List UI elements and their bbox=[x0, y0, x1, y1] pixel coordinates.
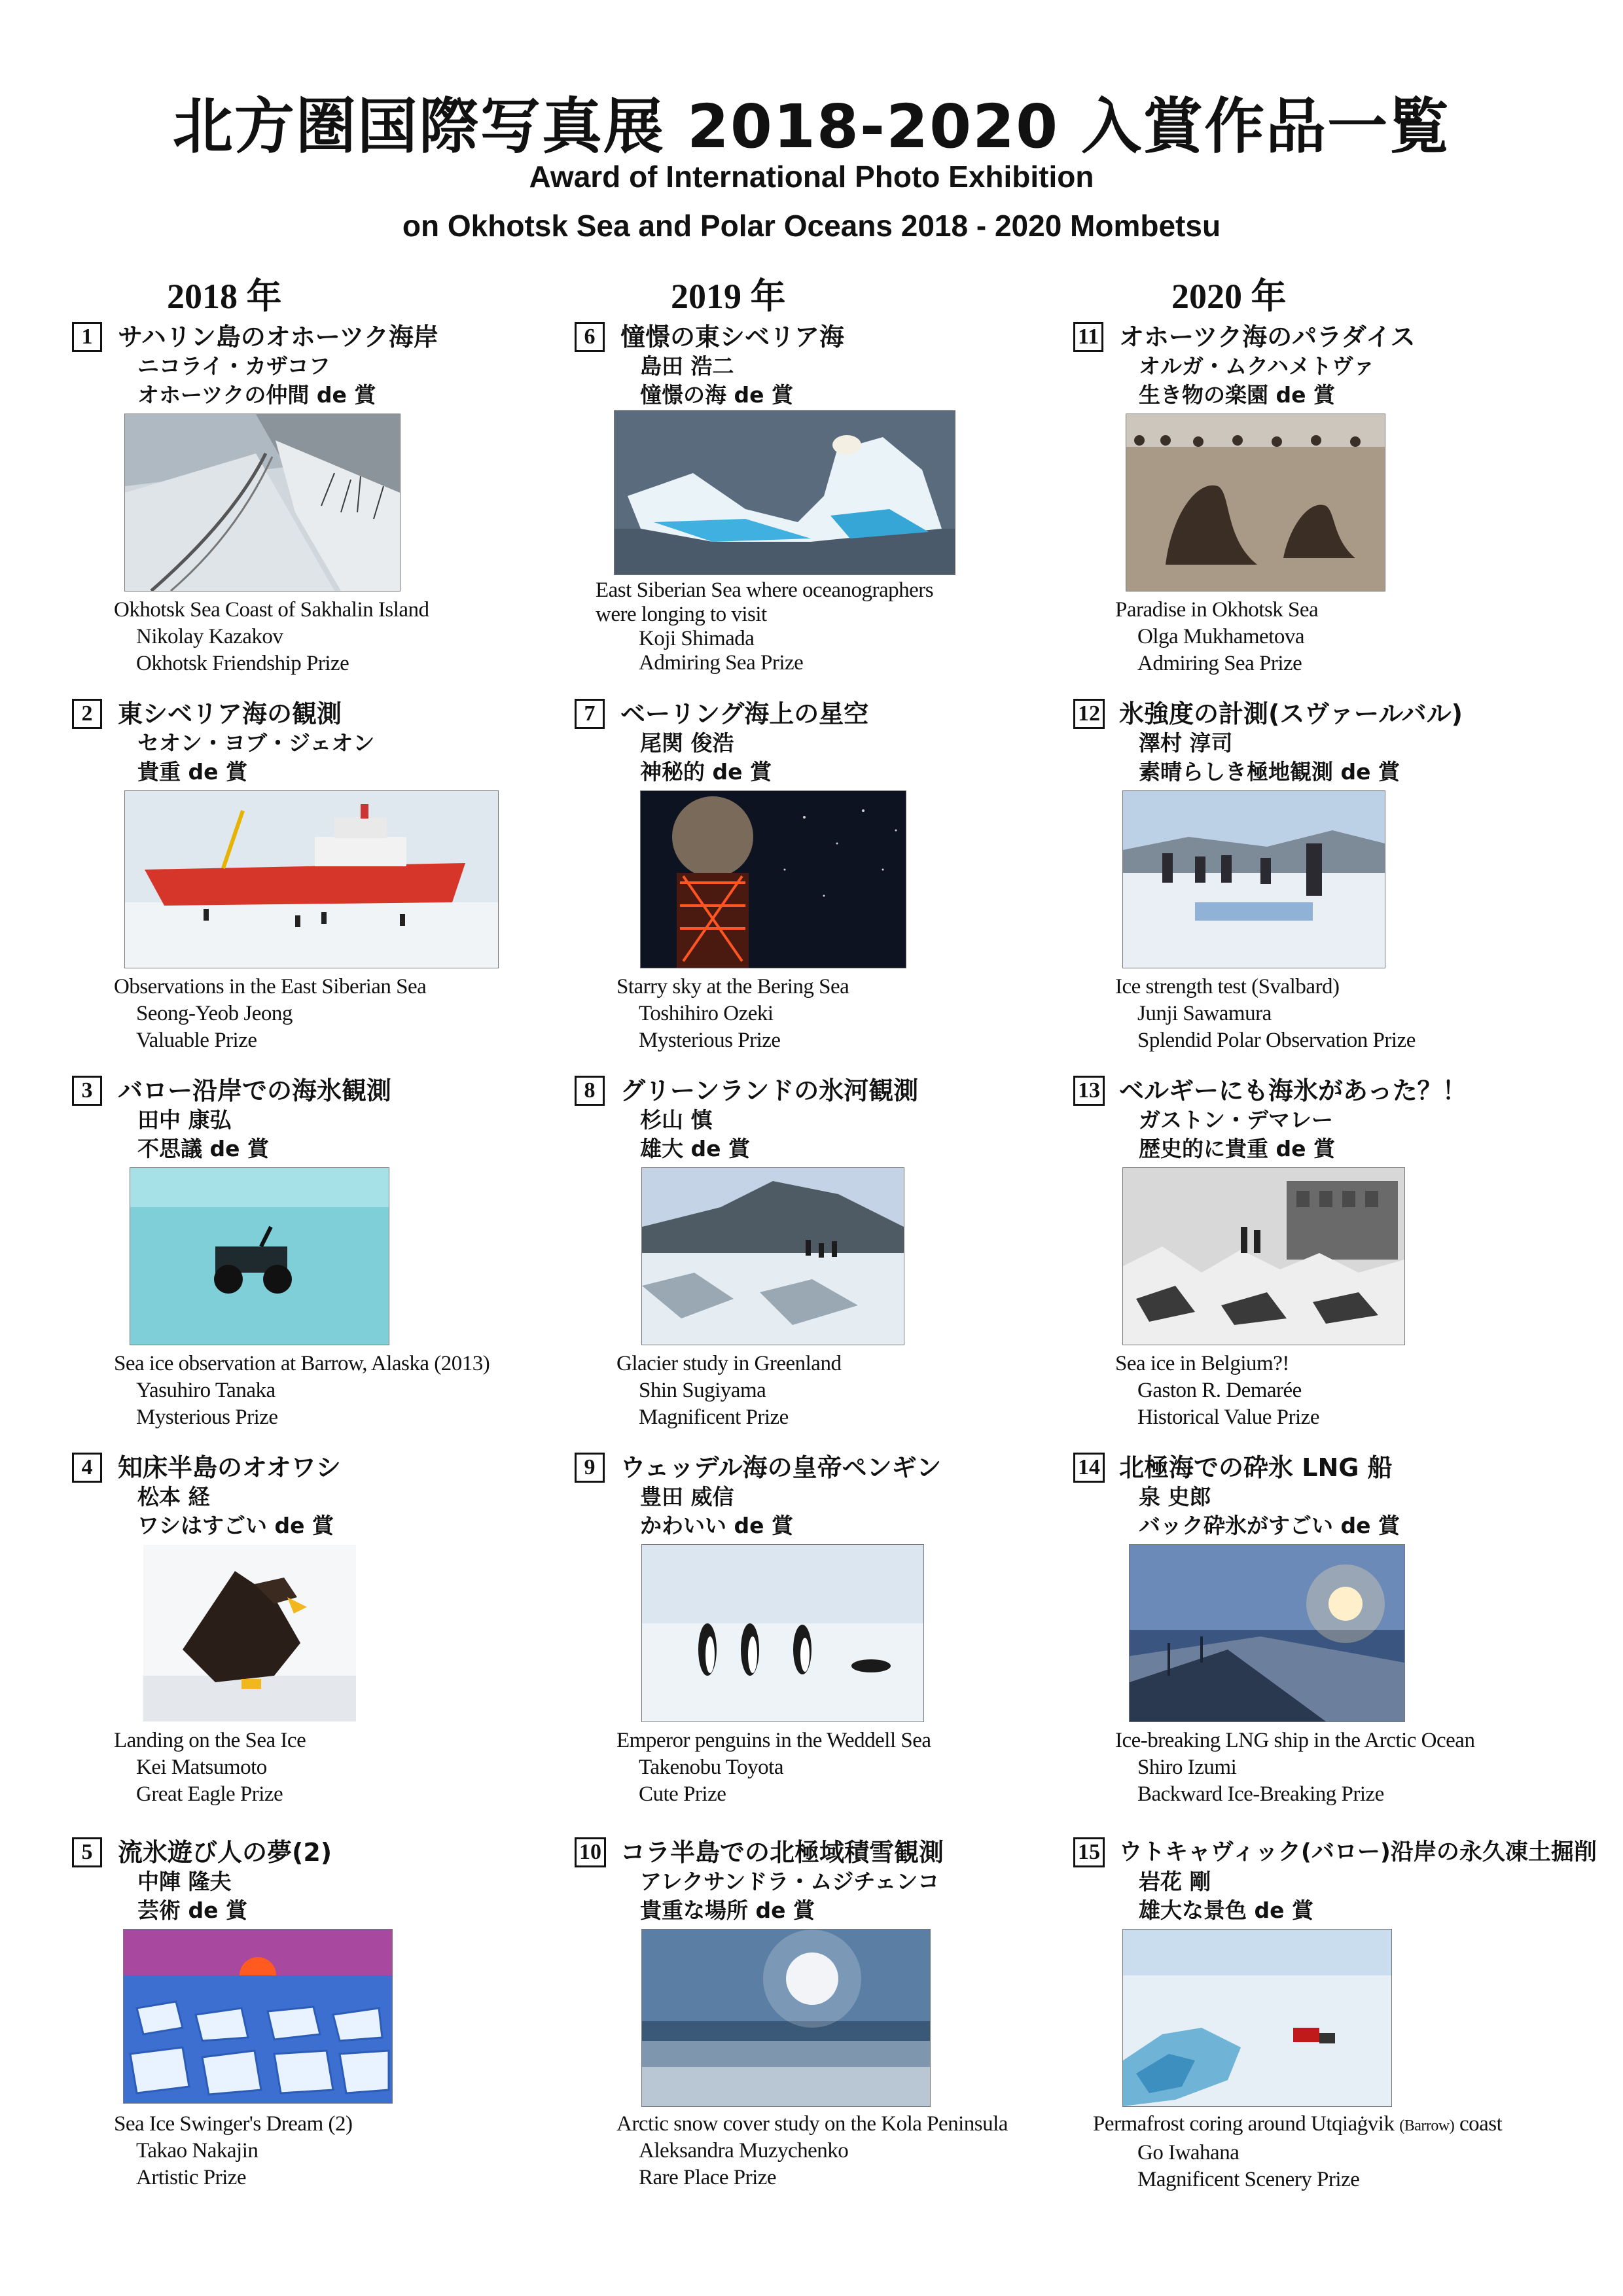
entry-prize-jp: 貴重な場所 de 賞 bbox=[640, 1898, 815, 1923]
entry-title-en-part1: Permafrost coring around Utqiaġvik bbox=[1093, 2112, 1395, 2136]
ice-test-photo bbox=[1122, 790, 1385, 968]
entry-title-en-line1: East Siberian Sea where oceanographers bbox=[596, 578, 934, 602]
award-entry-15 bbox=[1073, 1837, 1597, 2214]
entry-number: 10 bbox=[575, 1837, 606, 1867]
entry-prize-en: Admiring Sea Prize bbox=[1137, 652, 1302, 675]
entry-title-en: Emperor penguins in the Weddell Sea bbox=[616, 1729, 931, 1752]
award-entry-4 bbox=[72, 1453, 556, 1829]
entry-prize-jp: バック砕氷がすごい de 賞 bbox=[1139, 1513, 1400, 1538]
entry-title-jp: 北極海での砕氷 LNG 船 bbox=[1119, 1453, 1393, 1482]
entry-english-text bbox=[596, 578, 933, 675]
entry-title-jp: 東シベリア海の観測 bbox=[118, 699, 342, 728]
entry-author-en: Go Iwahana bbox=[1137, 2141, 1240, 2164]
entry-number: 13 bbox=[1073, 1076, 1105, 1106]
entry-author-jp: 松本 経 bbox=[137, 1484, 210, 1510]
entry-prize-en: Magnificent Scenery Prize bbox=[1137, 2168, 1360, 2191]
entry-prize-en: Splendid Polar Observation Prize bbox=[1137, 1029, 1416, 1052]
award-entry-13 bbox=[1073, 1076, 1558, 1452]
lng-ship-photo bbox=[1129, 1544, 1405, 1722]
entry-title-jp: ウトキャヴィック(バロー)沿岸の永久凍土掘削 bbox=[1119, 1839, 1597, 1865]
entry-title-en-line2: were longing to visit bbox=[596, 603, 767, 626]
entry-prize-jp: かわいい de 賞 bbox=[640, 1513, 793, 1538]
entry-prize-en: Cute Prize bbox=[639, 1782, 726, 1806]
entry-english-text bbox=[616, 2111, 1008, 2191]
award-entry-10 bbox=[575, 1837, 1059, 2214]
entry-english-text bbox=[114, 2111, 352, 2191]
entry-title-en: Arctic snow cover study on the Kola Peninsula bbox=[616, 2112, 1008, 2136]
entry-title-jp: 流氷遊び人の夢(2) bbox=[118, 1838, 332, 1867]
entry-number: 1 bbox=[72, 322, 102, 352]
entry-english-text bbox=[1115, 1727, 1474, 1808]
page-title-en-line1: Award of International Photo Exhibition bbox=[529, 160, 1094, 194]
sun-snowfield-photo bbox=[641, 1929, 931, 2107]
entry-author-en: Aleksandra Muzychenko bbox=[639, 2139, 849, 2163]
page-title-en-line2: on Okhotsk Sea and Polar Oceans 2018 - 2020 Mombetsu bbox=[402, 209, 1221, 243]
entry-title-jp: 憧憬の東シベリア海 bbox=[620, 323, 845, 351]
entry-prize-en: Okhotsk Friendship Prize bbox=[136, 652, 349, 675]
entry-english-text bbox=[114, 1351, 490, 1431]
entry-title-en-part3: coast bbox=[1459, 2112, 1503, 2136]
entry-author-jp: セオン・ヨブ・ジェオン bbox=[137, 730, 375, 756]
entry-title-jp: コラ半島での北極域積雪観測 bbox=[620, 1838, 944, 1867]
entry-author-en: Yasuhiro Tanaka bbox=[136, 1379, 276, 1402]
entry-title-jp: ベーリング海上の星空 bbox=[620, 699, 869, 728]
entry-prize-en: Valuable Prize bbox=[136, 1029, 257, 1052]
entry-author-en: Shin Sugiyama bbox=[639, 1379, 766, 1402]
entry-prize-jp: 貴重 de 賞 bbox=[137, 759, 247, 785]
entry-prize-jp: 不思議 de 賞 bbox=[137, 1136, 269, 1161]
entry-english-text bbox=[616, 1727, 931, 1808]
award-entry-3 bbox=[72, 1076, 556, 1452]
entry-title-jp: 氷強度の計測(スヴァールバル) bbox=[1119, 699, 1463, 728]
entry-prize-en: Backward Ice-Breaking Prize bbox=[1137, 1782, 1384, 1806]
entry-english-text bbox=[616, 974, 849, 1054]
entry-author-en: Takenobu Toyota bbox=[639, 1756, 783, 1779]
year-heading-2019: 2019 年 bbox=[671, 277, 786, 316]
entry-english-text bbox=[1115, 597, 1318, 677]
award-entry-8 bbox=[575, 1076, 1059, 1452]
glacier-photo bbox=[641, 1167, 904, 1345]
entry-prize-jp: 歴史的に貴重 de 賞 bbox=[1139, 1136, 1335, 1161]
award-entry-2 bbox=[72, 699, 556, 1075]
entry-number: 3 bbox=[72, 1076, 102, 1106]
entry-title-en: Starry sky at the Bering Sea bbox=[616, 975, 849, 998]
entry-title-jp: バロー沿岸での海氷観測 bbox=[118, 1076, 392, 1105]
icebreaker-ship-photo bbox=[124, 790, 499, 968]
entry-number: 9 bbox=[575, 1453, 605, 1483]
entry-title-en: Observations in the East Siberian Sea bbox=[114, 975, 427, 998]
award-entry-5 bbox=[72, 1837, 556, 2214]
entry-author-jp: ニコライ・カザコフ bbox=[137, 353, 330, 379]
entry-number: 7 bbox=[575, 699, 605, 729]
historic-ice-photo bbox=[1122, 1167, 1405, 1345]
entry-title-jp: ウェッデル海の皇帝ペンギン bbox=[620, 1453, 942, 1482]
entry-number: 5 bbox=[72, 1837, 102, 1867]
entry-author-en: Junji Sawamura bbox=[1137, 1002, 1272, 1025]
entry-author-en: Kei Matsumoto bbox=[136, 1756, 267, 1779]
award-entry-12 bbox=[1073, 699, 1558, 1075]
entry-title-en: Glacier study in Greenland bbox=[616, 1352, 842, 1375]
entry-author-jp: 尾関 俊浩 bbox=[640, 730, 734, 756]
entry-number: 14 bbox=[1073, 1453, 1105, 1483]
award-entry-1 bbox=[72, 322, 556, 698]
entry-title-jp: 知床半島のオオワシ bbox=[118, 1453, 341, 1482]
eagle-photo bbox=[143, 1544, 357, 1722]
entry-title-jp: ベルギーにも海氷があった？！ bbox=[1119, 1076, 1467, 1105]
entry-author-jp: 中陣 隆夫 bbox=[137, 1869, 232, 1894]
entry-prize-jp: オホーツクの仲間 de 賞 bbox=[137, 382, 376, 408]
award-entry-14 bbox=[1073, 1453, 1558, 1829]
entry-title-en: Landing on the Sea Ice bbox=[114, 1729, 306, 1752]
entry-number: 15 bbox=[1073, 1837, 1105, 1867]
entry-english-text bbox=[114, 597, 429, 677]
entry-number: 2 bbox=[72, 699, 102, 729]
entry-author-jp: 田中 康弘 bbox=[137, 1107, 232, 1133]
entry-english-text bbox=[114, 1727, 306, 1808]
entry-author-en: Nikolay Kazakov bbox=[136, 625, 283, 648]
entry-prize-en: Admiring Sea Prize bbox=[639, 651, 804, 675]
entry-title-en-part2: (Barrow) bbox=[1399, 2117, 1455, 2134]
entry-prize-jp: ワシはすごい de 賞 bbox=[137, 1513, 334, 1538]
entry-author-en: Seong-Yeob Jeong bbox=[136, 1002, 293, 1025]
entry-author-en: Toshihiro Ozeki bbox=[639, 1002, 774, 1025]
entry-title-jp: オホーツク海のパラダイス bbox=[1119, 323, 1416, 351]
entry-english-text bbox=[1093, 2111, 1502, 2193]
entry-english-text bbox=[616, 1351, 841, 1431]
entry-prize-jp: 雄大な景色 de 賞 bbox=[1139, 1898, 1313, 1923]
entry-author-en: Shiro Izumi bbox=[1137, 1756, 1237, 1779]
award-entry-9 bbox=[575, 1453, 1059, 1829]
entry-author-jp: 杉山 慎 bbox=[640, 1107, 713, 1133]
fur-seals-photo bbox=[1126, 414, 1385, 592]
entry-title-en bbox=[1093, 2111, 1502, 2140]
entry-english-text bbox=[1115, 974, 1416, 1054]
entry-number: 6 bbox=[575, 322, 605, 352]
entry-number: 8 bbox=[575, 1076, 605, 1106]
atv-on-ice-photo bbox=[130, 1167, 389, 1345]
entry-author-jp: アレクサンドラ・ムジチェンコ bbox=[640, 1869, 940, 1894]
entry-title-en: Sea ice in Belgium?! bbox=[1115, 1352, 1289, 1375]
entry-prize-jp: 芸術 de 賞 bbox=[137, 1898, 247, 1923]
entry-author-jp: ガストン・デマレー bbox=[1139, 1107, 1333, 1133]
entry-prize-en: Rare Place Prize bbox=[639, 2166, 777, 2189]
entry-prize-jp: 神秘的 de 賞 bbox=[640, 759, 772, 785]
entry-english-text bbox=[114, 974, 426, 1054]
entry-author-en: Olga Mukhametova bbox=[1137, 625, 1305, 648]
entry-prize-jp: 素晴らしき極地観測 de 賞 bbox=[1139, 759, 1400, 785]
entry-prize-en: Mysterious Prize bbox=[639, 1029, 781, 1052]
entry-prize-en: Artistic Prize bbox=[136, 2166, 247, 2189]
entry-author-jp: 豊田 威信 bbox=[640, 1484, 734, 1510]
entry-title-en: Ice strength test (Svalbard) bbox=[1115, 975, 1340, 998]
entry-title-en: Sea ice observation at Barrow, Alaska (2013) bbox=[114, 1352, 490, 1375]
entry-prize-en: Historical Value Prize bbox=[1137, 1405, 1319, 1429]
permafrost-photo bbox=[1122, 1929, 1392, 2107]
page-title-jp: 北方圏国際写真展 2018-2020 入賞作品一覧 bbox=[172, 92, 1451, 162]
award-entry-6 bbox=[575, 322, 1059, 698]
entry-author-en: Koji Shimada bbox=[639, 627, 755, 650]
entry-prize-en: Mysterious Prize bbox=[136, 1405, 278, 1429]
entry-prize-jp: 憧憬の海 de 賞 bbox=[640, 382, 793, 408]
snowy-coastal-road-photo bbox=[124, 414, 401, 592]
entry-author-en: Takao Nakajin bbox=[136, 2139, 259, 2163]
entry-author-jp: 岩花 剛 bbox=[1139, 1869, 1211, 1894]
sea-ice-painting-photo bbox=[123, 1929, 393, 2104]
entry-author-jp: 泉 史郎 bbox=[1139, 1484, 1211, 1510]
entry-number: 4 bbox=[72, 1453, 102, 1483]
year-heading-2020: 2020 年 bbox=[1171, 277, 1287, 316]
entry-title-en: Ice-breaking LNG ship in the Arctic Ocean bbox=[1115, 1729, 1475, 1752]
radar-dome-night-photo bbox=[640, 790, 906, 968]
entry-prize-jp: 生き物の楽園 de 賞 bbox=[1139, 382, 1335, 408]
entry-title-en: Sea Ice Swinger's Dream (2) bbox=[114, 2112, 353, 2136]
year-heading-2018: 2018 年 bbox=[167, 277, 282, 316]
entry-english-text bbox=[1115, 1351, 1319, 1431]
entry-title-jp: グリーンランドの氷河観測 bbox=[620, 1076, 919, 1105]
entry-prize-en: Great Eagle Prize bbox=[136, 1782, 283, 1806]
polar-bear-iceberg-photo bbox=[614, 410, 955, 575]
entry-author-jp: 島田 浩二 bbox=[640, 353, 734, 379]
entry-title-en: Okhotsk Sea Coast of Sakhalin Island bbox=[114, 598, 429, 622]
entry-prize-en: Magnificent Prize bbox=[639, 1405, 789, 1429]
entry-author-en: Gaston R. Demarée bbox=[1137, 1379, 1302, 1402]
entry-author-jp: オルガ・ムクハメトヴァ bbox=[1139, 353, 1375, 379]
entry-prize-jp: 雄大 de 賞 bbox=[640, 1136, 750, 1161]
award-entry-7 bbox=[575, 699, 1059, 1075]
entry-number: 11 bbox=[1073, 322, 1103, 352]
entry-title-en: Paradise in Okhotsk Sea bbox=[1115, 598, 1319, 622]
entry-author-jp: 澤村 淳司 bbox=[1139, 730, 1233, 756]
entry-number: 12 bbox=[1073, 699, 1105, 729]
entry-title-jp: サハリン島のオホーツク海岸 bbox=[118, 323, 438, 351]
award-entry-11 bbox=[1073, 322, 1558, 698]
penguins-photo bbox=[641, 1544, 924, 1722]
